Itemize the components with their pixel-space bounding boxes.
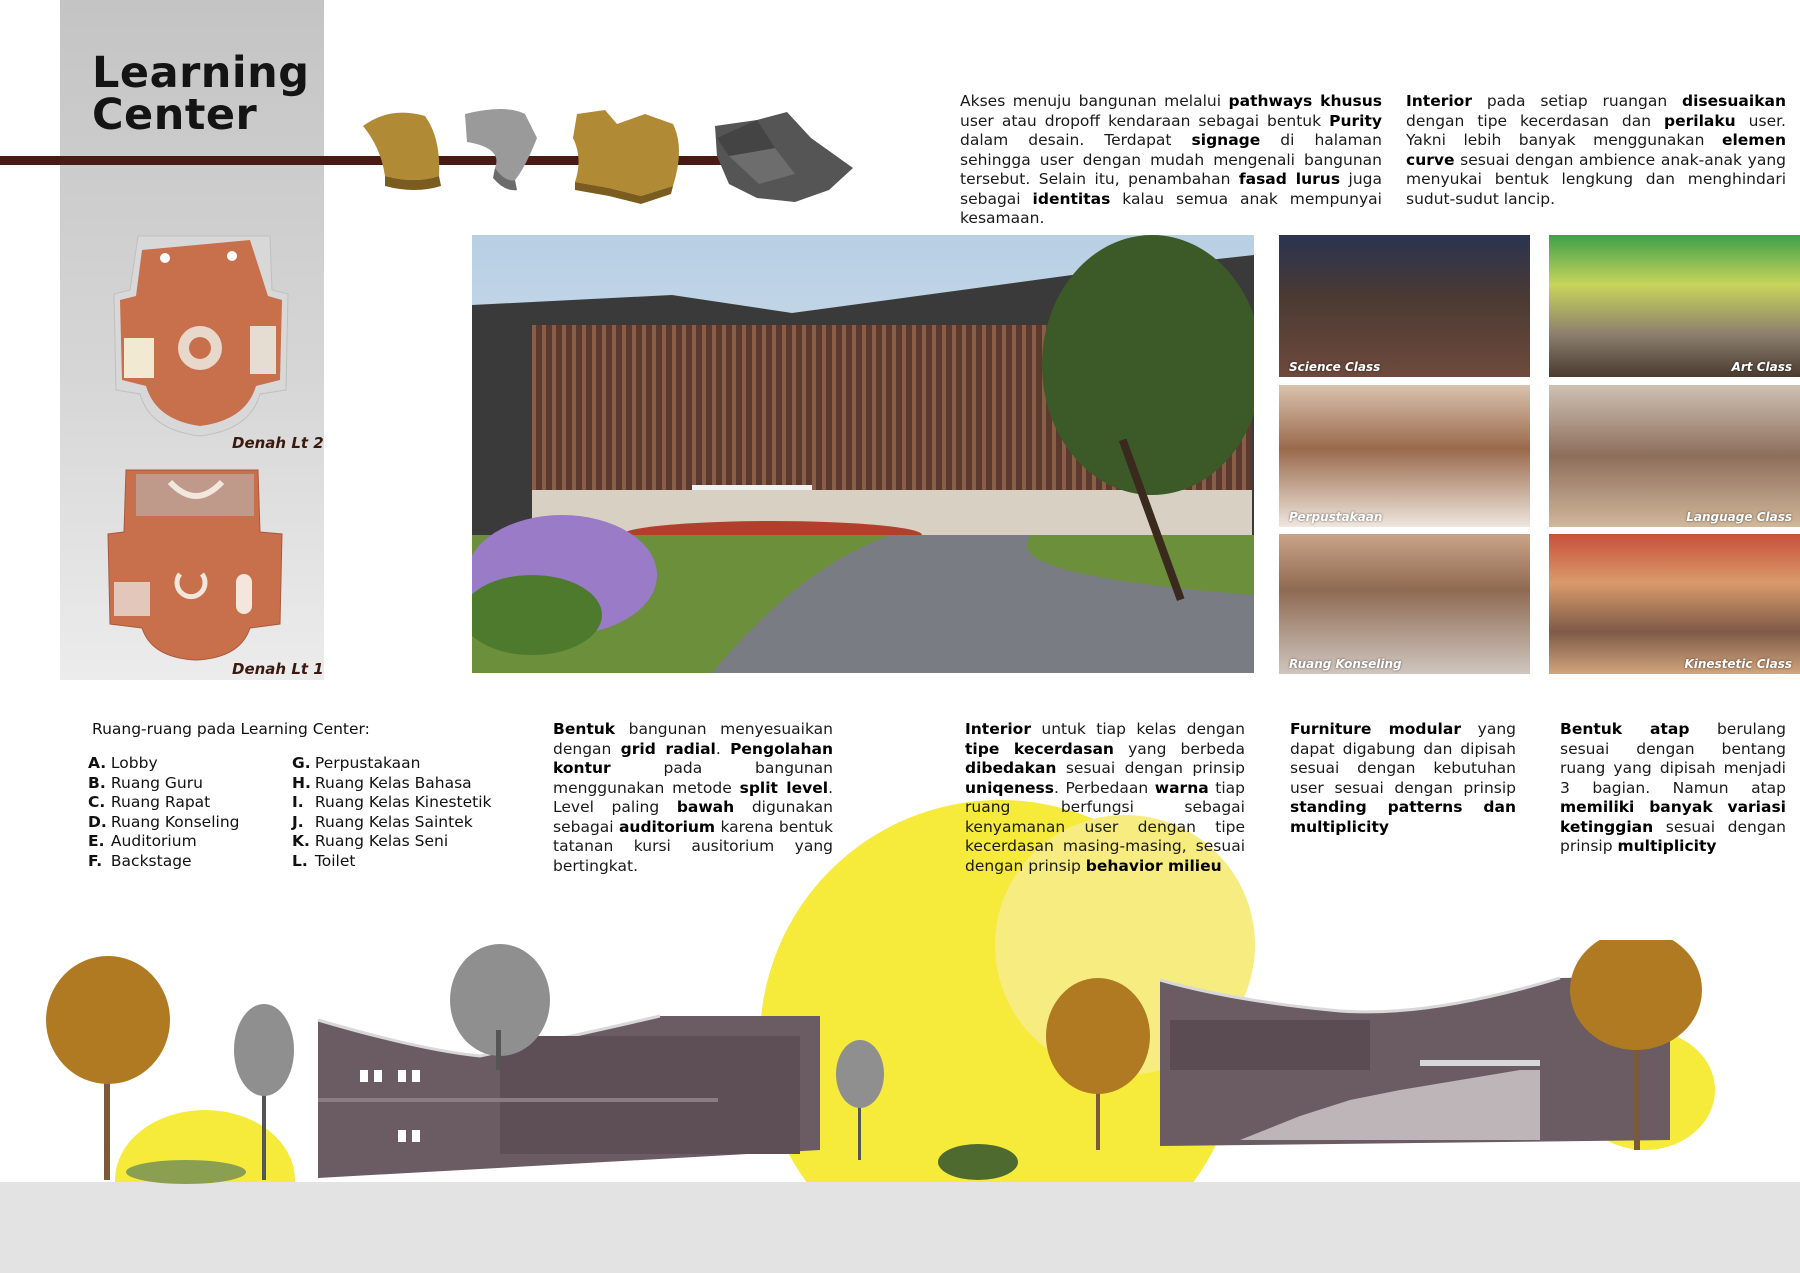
intro-left-segment: di halaman sehingga user dengan mudah mengenali bangunan tersebut. Selain itu, penambahan [960, 131, 1383, 188]
para-bentuk-segment: bawah [676, 798, 735, 816]
intro-right-segment: disesuaikan [1682, 92, 1786, 110]
floor-plan-lower-label: Denah Lt 1 [232, 660, 324, 678]
intro-left-segment: dalam desain. Terdapat [960, 131, 1192, 149]
interior-kinestetic-class [1549, 534, 1800, 674]
intro-left-segment: kalau semua anak mempunyai kesamaan. [960, 189, 1382, 227]
rooms-list-col1 [88, 754, 278, 871]
intro-left-segment: pathways khusus [1228, 92, 1383, 110]
para-bentuk-segment: pada bangunan menggunakan metode [553, 759, 833, 797]
section-building-left [318, 1016, 820, 1178]
intro-right-segment: Interior [1406, 92, 1472, 110]
paragraph-interior-class [965, 720, 1245, 876]
room-name: Ruang Kelas Seni [310, 832, 449, 850]
title-line-1: Learning [92, 48, 310, 98]
form-step-4 [715, 112, 853, 202]
para-bentuk-segment: auditorium [618, 817, 716, 836]
room-list-item [292, 832, 502, 852]
room-name: Ruang Kelas Bahasa [310, 773, 472, 792]
form-step-2 [465, 109, 537, 190]
para-atap-segment: sesuai dengan prinsip [1560, 817, 1786, 855]
para-interior-segment: tipe kecerdasan [965, 739, 1114, 758]
room-key: F. [88, 851, 103, 870]
room-list-item [292, 852, 502, 872]
para-interior-segment: Interior [965, 720, 1031, 738]
floor-plan-upper-label: Denah Lt 2 [232, 434, 324, 452]
interior-library [1279, 385, 1530, 527]
intro-right-segment: perilaku [1664, 111, 1736, 130]
interior-art-class [1549, 235, 1800, 377]
floor-plan-upper [100, 230, 300, 440]
caption-art-class: Art Class [1731, 360, 1792, 374]
form-evolution-diagram [355, 98, 865, 208]
intro-right-segment: pada setiap ruangan [1471, 92, 1683, 110]
para-atap-segment: multiplicity [1617, 837, 1717, 855]
floor-plan-lower [96, 462, 296, 662]
intro-left-segment: identitas [1032, 189, 1111, 208]
para-interior-segment: dibedakan [965, 759, 1057, 777]
para-bentuk-segment: karena bentuk tatanan kursi ausitorium yang bertingkat. [553, 817, 833, 875]
room-name: Toilet [310, 851, 356, 870]
intro-left-segment: user atau dropoff kendaraan sebagai bentuk [960, 111, 1330, 130]
room-key: L. [292, 851, 308, 870]
para-interior-segment: untuk tiap kelas dengan [1030, 720, 1245, 738]
para-bentuk-segment: split level [739, 778, 829, 797]
intro-right-segment: user. Yakni lebih banyak menggunakan [1406, 111, 1786, 149]
rooms-heading: Ruang-ruang pada Learning Center: [92, 720, 370, 738]
paragraph-bentuk [553, 720, 833, 876]
intro-right-segment: sesuai dengan ambience anak-anak yang menyukai bentuk lengkung dan menghindari sudut-sudut lancip. [1406, 150, 1786, 208]
title-line-2: Center [92, 90, 258, 140]
paragraph-furniture [1290, 720, 1516, 837]
room-list-item [292, 793, 502, 813]
room-name: Ruang Rapat [106, 793, 211, 811]
para-bentuk-segment: . [715, 739, 731, 758]
intro-right-segment: dengan tipe kecerdasan dan [1406, 111, 1665, 130]
page-title [92, 48, 310, 140]
para-bentuk-segment: grid radial [620, 739, 716, 758]
room-key: D. [88, 812, 107, 831]
room-list-item [88, 813, 278, 833]
room-name: Perpustakaan [310, 754, 421, 772]
intro-right-segment: elemen curve [1406, 131, 1786, 169]
intro-left-segment: signage [1191, 131, 1261, 149]
room-name: Ruang Kelas Saintek [310, 812, 473, 831]
para-interior-segment: tiap ruang berfungsi sebagai kenyamanan user dengan tipe kecerdasan masing-masing, sesuai dengan prinsip [965, 778, 1245, 875]
rooms-list-col2 [292, 754, 502, 871]
para-furniture-segment: yang dapat digabung dan dipisah sesuai dengan kebutuhan user sesuai dengan prinsip [1290, 720, 1517, 797]
caption-kinestetic-class: Kinestetic Class [1684, 657, 1792, 671]
caption-library: Perpustakaan [1289, 510, 1383, 524]
intro-left-segment: fasad lurus [1238, 170, 1341, 188]
para-atap-segment: Bentuk atap [1560, 720, 1690, 738]
room-name: Ruang Kelas Kinestetik [310, 793, 492, 811]
room-list-item [292, 774, 502, 794]
exterior-render [472, 235, 1254, 673]
intro-left-segment: Purity [1329, 111, 1382, 130]
interior-language-class [1549, 385, 1800, 527]
room-key: G. [292, 754, 311, 772]
room-key: H. [292, 773, 311, 792]
room-name: Ruang Konseling [106, 812, 240, 831]
room-name: Ruang Guru [106, 773, 203, 792]
room-name: Backstage [106, 851, 192, 870]
room-name: Lobby [106, 754, 158, 772]
caption-language-class: Language Class [1686, 510, 1792, 524]
room-list-item [292, 813, 502, 833]
room-list-item [88, 852, 278, 872]
room-key: E. [88, 832, 105, 850]
para-interior-segment: sesuai dengan prinsip [1056, 759, 1245, 777]
room-list-item [88, 793, 278, 813]
caption-science-class: Science Class [1289, 360, 1381, 374]
para-interior-segment: uniqeness [965, 778, 1054, 797]
para-bentuk-segment: digunakan sebagai [553, 798, 833, 836]
room-key: J. [292, 812, 304, 831]
intro-left-segment: juga sebagai [960, 170, 1382, 208]
room-key: A. [88, 754, 107, 772]
intro-left-segment: Akses menuju bangunan melalui [960, 92, 1229, 110]
para-bentuk-segment: Pengolahan kontur [553, 739, 834, 777]
intro-paragraph-interior [1406, 92, 1786, 209]
room-list-item [88, 774, 278, 794]
interior-science-class [1279, 235, 1530, 377]
form-step-3 [573, 110, 679, 204]
room-key: I. [292, 793, 304, 811]
para-bentuk-segment: bangunan menyesuaikan dengan [553, 720, 833, 758]
para-atap-segment: memiliki banyak variasi ketinggian [1560, 798, 1786, 836]
para-atap-segment: berulang sesuai dengan bentang ruang yang dipisah menjadi 3 bagian. Namun atap [1560, 720, 1786, 797]
para-interior-segment: . Perbedaan [1054, 778, 1155, 797]
form-step-1 [363, 113, 441, 190]
room-list-item [88, 754, 278, 774]
interior-counseling-room [1279, 534, 1530, 674]
room-list-item [88, 832, 278, 852]
building-sections [0, 940, 1800, 1200]
para-furniture-segment: Furniture modular [1290, 720, 1461, 738]
para-interior-segment: warna [1154, 778, 1209, 797]
paragraph-atap [1560, 720, 1786, 857]
para-bentuk-segment: . Level paling [553, 778, 833, 816]
room-list-item [292, 754, 502, 774]
para-interior-segment: behavior milieu [1085, 856, 1222, 875]
para-bentuk-segment: Bentuk [553, 720, 616, 738]
caption-counseling-room: Ruang Konseling [1289, 657, 1402, 671]
para-interior-segment: yang berbeda [1113, 739, 1245, 758]
para-furniture-segment: standing patterns dan multiplicity [1290, 798, 1516, 836]
room-key: K. [292, 832, 310, 850]
room-key: B. [88, 773, 106, 792]
intro-paragraph-access [960, 92, 1382, 229]
room-name: Auditorium [106, 832, 197, 850]
room-key: C. [88, 793, 106, 811]
